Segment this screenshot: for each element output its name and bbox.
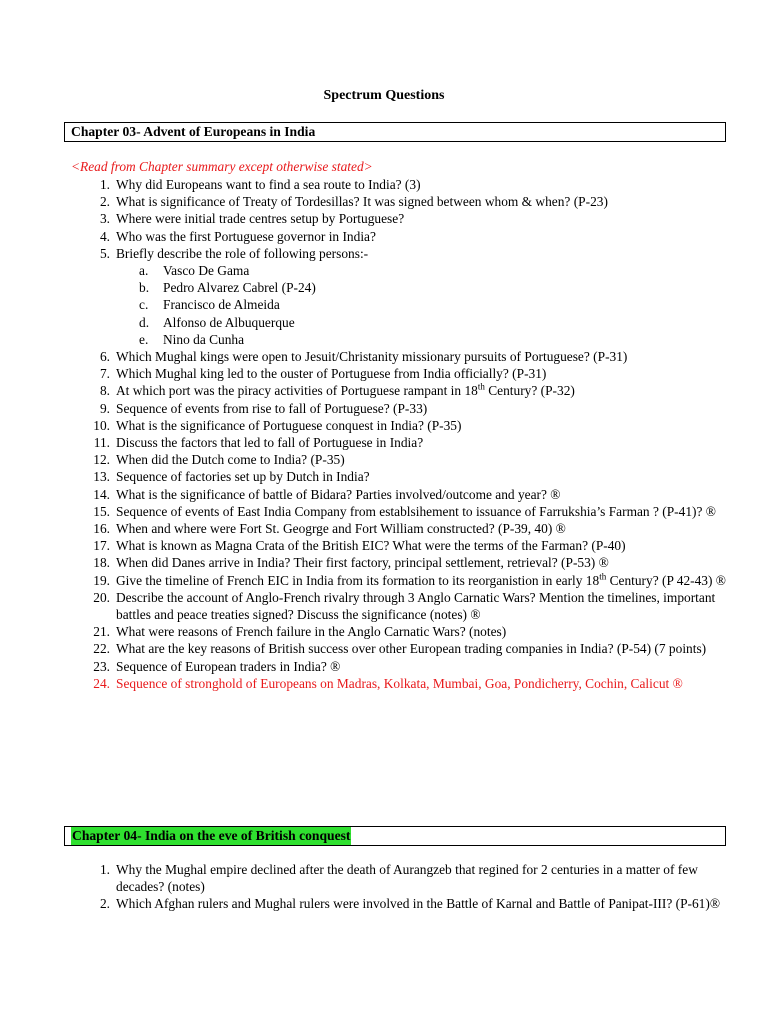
sublist-item: c. Francisco de Almeida: [139, 297, 280, 313]
question-item: 1. Why did Europeans want to find a sea route to India? (3): [99, 177, 421, 192]
question-item: 11. Discuss the factors that led to fall of Portuguese in India?: [93, 435, 424, 451]
page-title: Spectrum Questions: [323, 88, 445, 103]
reading-note: <Read from Chapter summary except otherwise stated>: [71, 159, 373, 174]
question-item: 17. What is known as Magna Crata of the British EIC? What were the terms of the Farman? (P-40): [93, 538, 626, 554]
chapter-04-question-list: [99, 861, 726, 913]
question-item: 12. When did the Dutch come to India? (P-35): [93, 452, 345, 468]
chapter-04-heading: Chapter 04- India on the eve of British conquest: [72, 828, 351, 843]
question-item: 19. Give the timeline of French EIC in India from its formation to its reorganistion in early 18th Century? (P 42-43) ®: [93, 571, 726, 588]
question-item: 14. What is the significance of battle of Bidara? Parties involved/outcome and year? ®: [93, 486, 561, 502]
question-item-highlighted: 24. Sequence of stronghold of Europeans on Madras, Kolkata, Mumbai, Goa, Pondicherry, Cochin, Calicut ®: [93, 675, 683, 691]
question-item: 6. Which Mughal kings were open to Jesuit/Christanity missionary pursuits of Portuguese? (P-31): [99, 349, 628, 365]
chapter-03-heading-box: [64, 122, 726, 142]
chapter-03-question-list: [93, 176, 726, 692]
question-item: 2. Which Afghan rulers and Mughal rulers were involved in the Battle of Karnal and Battle of Panipat-III? (P-61)®: [99, 896, 721, 912]
sublist-item: e. Nino da Cunha: [139, 331, 245, 347]
chapter-04-heading-box: [64, 826, 726, 846]
sublist-item: b. Pedro Alvarez Cabrel (P-24): [139, 280, 316, 296]
question-item: 5. Briefly describe the role of following persons:- a. Vasco De Gama b. Pedro Alvarez Cabrel (P-24) c. Francisco de Almeida d. Alfonso de Albuquerque e. Nino da Cunha: [116, 245, 726, 348]
sublist-item: a. Vasco De Gama: [139, 263, 250, 279]
question-item: 21. What were reasons of French failure in the Anglo Carnatic Wars? (notes): [93, 624, 507, 640]
persons-sublist: [116, 262, 726, 348]
question-item: 10. What is the significance of Portuguese conquest in India? (P-35): [93, 417, 462, 433]
question-item: 7. Which Mughal king led to the ouster of Portuguese from India officially? (P-31): [99, 366, 547, 382]
question-item: 20. Describe the account of Anglo-French rivalry through 3 Anglo Carnatic Wars? Mention the timelines, important battles and peace treaties signed? Discuss the significance (notes) ®: [93, 589, 716, 623]
question-item: 15. Sequence of events of East India Company from establsihement to issuance of Farrukshia’s Farman ? (P-41)? ®: [93, 503, 716, 519]
question-item: 4. Who was the first Portuguese governor in India?: [99, 228, 376, 244]
sublist-item: d. Alfonso de Albuquerque: [139, 314, 295, 330]
question-item: 23. Sequence of European traders in India? ®: [93, 658, 341, 674]
question-item: 3. Where were initial trade centres setup by Portuguese?: [99, 211, 405, 227]
chapter-03-heading: Chapter 03- Advent of Europeans in India: [71, 124, 316, 139]
question-item: 13. Sequence of factories set up by Dutch in India?: [93, 469, 370, 485]
question-item: 18. When did Danes arrive in India? Their first factory, principal settlement, retrieval? (P-53) ®: [93, 555, 609, 571]
question-item: 22. What are the key reasons of British success over other European trading companies in India? (P-54) (7 points): [93, 641, 707, 657]
question-item: 8. At which port was the piracy activities of Portuguese rampant in 18th Century? (P-32): [99, 381, 575, 399]
question-item: 2. What is significance of Treaty of Tordesillas? It was signed between whom & when? (P-23): [99, 194, 608, 210]
question-item: 1. Why the Mughal empire declined after the death of Aurangzeb that regined for 2 centuries in a matter of few decades? (notes): [99, 862, 698, 895]
question-item: 9. Sequence of events from rise to fall of Portuguese? (P-33): [99, 400, 428, 416]
question-item: 16. When and where were Fort St. Geogrge and Fort William constructed? (P-39, 40) ®: [93, 521, 566, 537]
